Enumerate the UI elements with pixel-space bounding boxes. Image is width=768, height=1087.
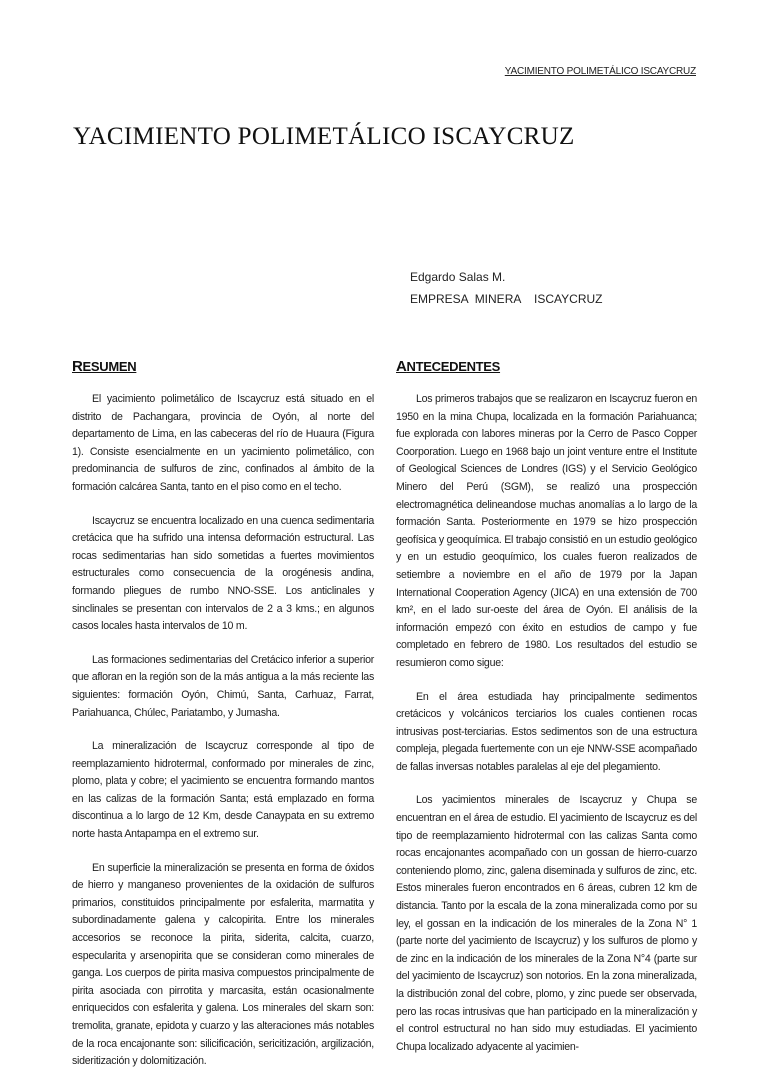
antecedentes-heading-rest: NTECEDENTES (406, 359, 501, 374)
resumen-paragraph: Las formaciones sedimentarias del Cretácico inferior a superior que afloran en la región son de la más antigua a la más reciente las siguientes: formación Oyón, Chimú, Santa, Carhuaz, Farrat, Pariahuanca, Chúlec, Pariatambo, y Jumasha. (72, 653, 374, 719)
resumen-heading-rest: ESUMEN (82, 359, 137, 374)
resumen-paragraph: El yacimiento polimetálico de Iscaycruz está situado en el distrito de Pachangara, provincia de Oyón, al norte del departamento de Lima, en las cabeceras del río de Huaura (Figura 1). Consiste esencialmente en un yacimiento polimetálico, con predominancia de sulfuros de zinc, confinados al ámbito de la formación calcárea Santa, tanto en el piso como en el techo. (72, 393, 374, 493)
resumen-paragraph: Iscaycruz se encuentra localizado en una cuenca sedimentaria cretácica que ha sufrido una intensa deformación estructural. Las rocas sedimentarias han sido sometidas a fuertes movimientos estructurales como consecuencia de la orogénesis andina, formando pliegues de rumbo NNO-SSE. Los anticlinales y sinclinales se presentan con intervalos de 2 a 3 kms.; en algunos casos locales hasta intervalos de 10 m. (72, 514, 374, 633)
antecedentes-paragraph: Los primeros trabajos que se realizaron en Iscaycruz fueron en 1950 en la mina Chupa, localizada en la formación Pariahuanca; fue explorada con labores mineras por la Cerro de Pasco Copper Coorporation. Luego en 1968 bajo un joint venture entre el Institute of Geological Sciences de Londres (IGS) y el Servicio Geológico Minero del Perú (SGM), se realizó una prospección electromagnética delineandose muchas anomalías a lo largo de la formación Santa. Posteriormente en 1979 se hizo prospección geofísica y geoquímica. El trabajo consistió en un estudio geológico y en un estudio geoquímico, los cuales fueron realizados de setiembre a noviembre en el año de 1979 por la Japan International Cooperation Agency (JICA) en una extensión de 700 km², en el lado sur-oeste del área de Oyón. El análisis de la información empezó con éxito en estudios de campo y fue completado en febrero de 1980. Los resultados del estudio se resumieron como sigue: (396, 393, 698, 669)
antecedentes-heading (396, 358, 697, 375)
author-affiliation: EMPRESA MINERA ISCAYCRUZ (410, 292, 603, 306)
antecedentes-heading-initial: A (396, 358, 407, 375)
resumen-heading-initial: R (72, 358, 83, 375)
author-name: Edgardo Salas M. (410, 270, 506, 284)
resumen-paragraph: En superficie la mineralización se presenta en forma de óxidos de hierro y manganeso provenientes de la oxidación de sulfuros primarios, constituidos principalmente por esfalerita, marmatita y subordinadamente galena y calcopirita. Entre los minerales accesorios se reconoce la pirita, siderita, calcita, cuarzo, especularita y arsenopirita que se consideran como minerales de ganga. Los cuerpos de pirita masiva compuestos principalmente de pirita asociada con pirrotita y marcasita, están ocasionalmente enriquecidos con esfalerita y galena. Los minerales del skarn son: tremolita, granate, epidota y cuarzo y las alteraciones más notables de la roca encajonante son: silicificación, sericitización, argilización, sideritización y dolomitización. (72, 861, 374, 1068)
running-header: YACIMIENTO POLIMETÁLICO ISCAYCRUZ (504, 66, 696, 77)
author-block (410, 266, 602, 310)
resumen-paragraph: La mineralización de Iscaycruz corresponde al tipo de reemplazamiento hidrotermal, conformado por minerales de zinc, plomo, plata y cobre; el yacimiento se encuentra formando mantos en las calizas de la formación Santa; está emplazado en forma discontinua a lo largo de 12 Km, desde Canaypata en su extremo norte hasta Antapampa en el extremo sur. (72, 740, 374, 841)
antecedentes-paragraph: En el área estudiada hay principalmente sedimentos cretácicos y volcánicos terciarios los cuales contienen rocas intrusivas post-terciarias. Estos sedimentos son de una estructura compleja, plegada fuertemente con un eje NNW-SSE acompañado de fallas inversas notables paralelas al eje del plegamiento. (396, 690, 697, 773)
resumen-column (72, 358, 374, 1087)
antecedentes-paragraph: Los yacimientos minerales de Iscaycruz y Chupa se encuentran en el área de estudio. El yacimiento de Iscaycruz es del tipo de reemplazamiento hidrotermal con las calizas Santa como rocas encajonantes acompañado con un gossan de hierro-cuarzo conteniendo plomo, zinc, galena diseminada y sulfuros de zinc, etc. Estos minerales fueron encontrados en 6 áreas, cubren 12 km de distancia. Tanto por la escala de la zona mineralizada como por su ley, el gossan en la indicación de los minerales de la Zona N° 1 (parte norte del yacimiento de Iscaycruz) y los sulfuros de plomo y de zinc en la indicación de los minerales de la Zona N°4 (parte sur del yacimiento de Iscaycruz) son notorios. En la zona mineralizada, la distribución zonal del cobre, plomo, y zinc puede ser observada, pero las rocas intrusivas que han participado en la mineralización y el control estructural no han sido muy estudiadas. El yacimiento Chupa localizado adyacente al yacimien- (396, 794, 697, 1053)
antecedentes-column (396, 358, 697, 1072)
page-title: YACIMIENTO POLIMETÁLICO ISCAYCRUZ (73, 123, 575, 150)
resumen-heading (72, 358, 374, 375)
